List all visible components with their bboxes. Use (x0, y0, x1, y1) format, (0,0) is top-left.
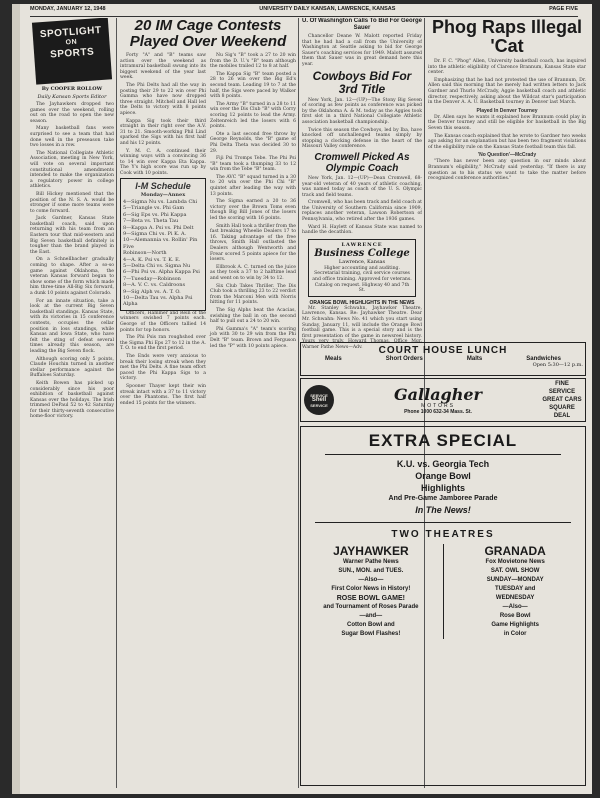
im-schedule-item: 9—Sigma Chi vs. Pi K. A. (123, 230, 187, 237)
cromwell-paragraph: Ward H. Haylett of Kansas State was named to handle the decathlon. (302, 224, 422, 236)
washington-paragraph: Chancellor Deane W. Malott reported Friday that he had had a call from the University of Washington at Seattle asking to bid for George Sauer's coaching services for 1949. Malott assured them that Sauer was in great demand here this year. (302, 34, 422, 67)
theatres-title: TWO THEATRES (391, 529, 495, 540)
granada-name: GRANADA (484, 544, 546, 558)
im-paragraph: Forty "A" and "B" teams saw action over the weekend as intramural basketball swung into its biggest weekend of the year last week. (120, 53, 206, 81)
extra-divider (325, 454, 561, 455)
im-paragraph: The Kappa Sig "B" team posted a 28 to 26 win over the Big Ed's second team. Leading 19 to 7 at the half, the Sigs were paced by Walker with 8 points. (210, 71, 296, 100)
court-house-title: COURT HOUSE LUNCH (378, 345, 508, 356)
phog-headline: Phog Raps Illegal 'Cat (431, 18, 583, 56)
spotlight-paragraph: Keith Bowen has picked up considerably since his poor exhibition of basketball against Kansas over the holidays. The Irish trimmed DePaul 52 to 42 Saturday for their thirty-seventh consecutive home-floor victory. (30, 380, 114, 420)
phog-body (428, 59, 586, 182)
spotlight-logo-line3: SPORTS (49, 46, 95, 61)
orange-bowl-paragraph: Mr. Stanley Schwahn, Jayhawker Theatre, Lawrence, Kansas. Re: Jayhawker Theatre. Dear Mr. Schwahn: News No. 41 which you start using Sunday, January 11, will include the Orange Bowl football game. This is a special story and is the first presentation of the game in newsreel history. Yours very truly, Howard Thomas, Office Mgr. Warner Pathe News—Adv. (302, 305, 422, 350)
jayhawker-line: Cotton Bowl and (347, 622, 395, 628)
spotlight-byline: By COOPER ROLLOW (41, 86, 103, 92)
jayhawker-line: Warner Pathe News (342, 559, 399, 565)
spotlight-paragraph: For an innate situation, take a look at the current Big Seven basketball standings. Kansas State, with its victories in 15 conference contests, occupies the cellar position in loss standings, while Kansas and Iowa State, who have felt the sting of defeat several times already this season, are leading the Big Seven flock. (30, 298, 114, 354)
spotlight-paragraph: Although scoring only 5 points, Claude Houchin turned in another stellar performance against the Buffaloes Saturday. (30, 356, 114, 379)
im-schedule-item: 5—Delta Chi vs. Sigma Nu (123, 262, 191, 269)
granada-line: Rose Bowl (499, 613, 531, 619)
jayhawker-line: First Color News in History! (331, 586, 411, 592)
bizcollege-body: Higher accounting and auditing. Secretarial training, civil service courses and office training. Approved for veterans. Catalog on request. Highway 40 and 7th St. (312, 265, 412, 294)
extra-line: K.U. vs. Georgia Tech (396, 459, 490, 469)
im-paragraph: The Phi Psis ran roughshod over the Sigma Phi Eps 27 to 12 in the A. T. O. to end the first period. (120, 335, 206, 352)
im-paragraph: The Sigma earned a 20 to 36 victory over the Brown Toms even though Big Bill Jones of the losers led the scoring with 16 points. (210, 199, 296, 222)
granada-line: in Color (503, 631, 527, 637)
phog-paragraph: "There has never been any question in our minds about Brannum's eligibility," McCrady said yesterday. "If there is any question as to his status we want to take the matter before recognized conference authorities." (428, 159, 586, 182)
badge-bot: SERVICE (310, 402, 328, 408)
im-article (120, 18, 296, 788)
gallagher-contact: Phone 1000 632-34 Mass. St. (404, 408, 472, 415)
bizcollege-top: LAWRENCE (341, 241, 383, 248)
court-house-item: Sandwiches (526, 356, 561, 362)
spotlight-column (30, 18, 114, 788)
gallagher-right-line: GREAT CARS (542, 397, 582, 403)
im-paragraph: Kappa Sig took their third straight in their right over the A.V. 31 to 21. Smooth-working Phil Lind sparked the Sigs with his first half and his 12 points. (120, 118, 206, 146)
granada-line: SAT. OWL SHOW (490, 568, 540, 574)
washington-body (302, 34, 422, 68)
court-house-ad (300, 342, 586, 376)
im-paragraph: Six Club Takes Thriller. The Dis Club took a thrilling 23 to 22 verdict from the Marconi Men with Norris hitting for 11 points. (210, 283, 296, 306)
court-house-item: Malts (466, 356, 483, 362)
header-paper: UNIVERSITY DAILY KANSAN, LAWRENCE, KANSAS (259, 6, 396, 12)
court-house-item: Meals (325, 356, 342, 362)
spotlight-logo (32, 18, 112, 85)
phog-subhead: 'No Question'—McCrady (477, 152, 537, 159)
badge-mid: Shell (311, 396, 327, 403)
washington-headline: U. Of Washington Calls To Bid For George Sauer (302, 18, 422, 31)
im-schedule-item: 6—Phi Psi vs. Alpha Kappa Psi (123, 269, 200, 276)
jayhawker-line: and Tournament of Roses Parade (323, 604, 419, 610)
gallagher-name: Gallagher (394, 384, 482, 404)
granada-line: SUNDAY—MONDAY (486, 577, 544, 583)
badge-top: SERVICE (310, 392, 328, 398)
newspaper-page (12, 4, 592, 794)
business-college-ad (308, 239, 416, 297)
im-schedule-title: I-M Schedule (135, 181, 191, 192)
im-schedule-list (123, 199, 203, 308)
im-schedule-box (120, 178, 206, 310)
extra-line: Highlights (421, 483, 465, 493)
im-paragraph: Ellbrook A. C. turned on the juice as they took a 37 to 2 halftime lead and went on to win by 34 to 12. (210, 264, 296, 281)
extra-special-ad (300, 426, 586, 786)
header-date: MONDAY, JANUARY 12, 1948 (30, 6, 106, 12)
im-paragraph: The Phi Delts had all the way in posting their 29 to 22 win over Phi Gamma who have now dropped three straight. Mitchell and Hall led the Delts to victory with 8 points apiece. (120, 82, 206, 116)
im-schedule-item: 9—Sig Alph vs. A. T. O. (123, 288, 181, 295)
cowboys-headline: Cowboys Bid For 3rd Title (312, 68, 412, 96)
extra-line: In The News! (415, 505, 471, 515)
gallagher-right (542, 380, 582, 420)
im-schedule-item: 7—Beta vs. Theta Tau (123, 218, 179, 225)
spotlight-paragraph: The National Collegiate Athletic Association, meeting in New York, will vote on several important constitutional amendments intended to make the organization a regulatory power in college athletics. (30, 150, 114, 190)
page-margin (12, 4, 20, 794)
phog-subhead: Played In Denver Tourney (476, 107, 538, 114)
im-paragraph: Y. M. C. A. continued their winning ways with a convincing 36 to 14 win over Kappa Eta Kappa. The Y's high score was run up by Cook with 10 points. (120, 148, 206, 176)
extra-line: Orange Bowl (415, 471, 471, 481)
shell-service-badge (304, 385, 334, 415)
extra-title: EXTRA SPECIAL (368, 431, 518, 450)
phog-paragraph: Dr. Allen says he wants it explained how Brannum could play in the Denver tourney and still be eligible for basketball in the Big Seven this season. (428, 114, 586, 131)
court-house-item: Short Orders (385, 356, 423, 362)
theatre-divider (443, 544, 444, 639)
spotlight-logo-line1: SPOTLIGHT (39, 24, 102, 41)
gallagher-right-line: FINE SERVICE (548, 381, 576, 395)
cowboys-paragraph: Twice this season the Cowboys, led by Iba, have knocked off unchallenged teams simply by stopping a clocking defense in the heart of the Missouri Valley conference. (302, 127, 422, 150)
im-paragraph: The Army "B" turned in a 28 to 11 win over the Dis Club "B" with Corry scoring 12 points to lead the Army. Zeltenreich led the losers with 6 points. (210, 101, 296, 130)
im-schedule-item: 5—Triangle vs. Phi Gam (123, 205, 185, 212)
jayhawker-line: —Also— (358, 577, 384, 583)
jayhawker-line: —and— (359, 613, 383, 619)
gallagher-ad (300, 378, 586, 422)
im-paragraph: Officers, Hammer and Rein of the winners swished 7 points each. George of the Officers tallied 14 points for top honors. (120, 310, 206, 333)
im-schedule-item: 4—Sigma Nu vs. Lambda Chi (123, 198, 198, 205)
header-page: PAGE FIVE (549, 6, 578, 12)
gallagher-sub: MOTORS (421, 402, 455, 409)
spotlight-logo-line2: ON (65, 38, 78, 47)
im-paragraph: Ote a last second free throw by George Reynolds, the "B" game of Phi Delta Theta was decided 30 to 29. (210, 131, 296, 154)
spotlight-paragraph: On a Schnellbacher gradually coming to shape. After a so-so game against Oklahoma, the veteran Kansas forward began to show some of the form which made him three-time All-Big Six forward, a dunk 10 points against Colorado. (30, 257, 114, 296)
im-body-left (120, 53, 206, 408)
column-rule (298, 18, 299, 788)
im-schedule-item: 7—Tuesday—Robinson (123, 275, 181, 282)
gallagher-right-line: SQUARE DEAL (549, 405, 575, 419)
extra-line: And Pre-Game Jamboree Parade (388, 495, 498, 502)
jayhawker-line: SUN., MON. and TUES. (338, 568, 404, 574)
spotlight-paragraph: Jack Gardner, Kansas State basketball coach, said upon returning with his team from an Eastern tour that mid-western and Big Seven basketball definitely is tougher than the brand played in the East. (30, 216, 114, 255)
im-schedule-item: Robinson—North (123, 250, 167, 257)
granada-theatre (449, 544, 581, 639)
im-schedule-item: 8—Kappa A. Psi vs. Phi Delt (123, 224, 194, 231)
im-schedule-item: 10—Alemannia vs. Rollin' Pin Five (123, 237, 198, 250)
phog-paragraph: Emphasizing that he had not protested the use of Brannum, Dr. Allen said this morning that he merely had written letters to Jack Gardner and Thurlo McCrady, Aggie basketball coach and athletic director, respectively, asking about the Wildcat star's participation in the Denver A. A. U. Basketball tourney in Denver last March. (428, 77, 586, 106)
jayhawker-line: ROSE BOWL GAME! (336, 595, 406, 602)
cromwell-paragraph: Cromwell, who has been track and field coach at the University of Southern California since 1909, replaces another veteran, Lawson Robertson of Pennsylvania, who retired after the 1936 games. (302, 200, 422, 223)
cromwell-paragraph: New York, Jan. 12—(UP)—Dean Cromwell, 68-year-old veteran of 40 years of athletic coaching, was named today as coach of the U. S. Olympic track and field teams. (302, 175, 422, 198)
granada-line: Fox Movietone News (485, 559, 545, 565)
jayhawker-theatre (305, 544, 437, 639)
bizcollege-name: Business College (314, 247, 410, 259)
jayhawker-name: JAYHAWKER (333, 544, 409, 558)
im-paragraph: The AVC "B" squad turned in a 30 to 20 win over the Phi Chi "B" quintet after leading the way with 13 points. (210, 174, 296, 197)
column-rule (116, 18, 117, 788)
im-paragraph: Nu Sig's "B" took a 27 to 20 win from the D. U.'s "B" team although the mobiles trailed 12 to 8 at half. (210, 53, 296, 70)
cromwell-headline: Cromwell Picked As Olympic Coach (314, 151, 410, 174)
im-headline: 20 IM Cage Contests Played Over Weekend (129, 18, 287, 50)
granada-line: TUESDAY and (494, 586, 536, 592)
im-paragraph: The Ends were very anxious to break their losing streak when they met the Phi Delts. A fine team effort paced the Phi Kappa Sigs to a victory. (120, 353, 206, 382)
im-paragraph: Smith Hall took a thriller from the fast breaking Wheelie Dealers 17 to 16. Taking advantage of the free throws, Smith Hall outlasted the Dealers although Wentworth and Frear scored 5 points apiece for the losers. (210, 223, 296, 263)
court-house-hours: Open 5:30—12 p.m. (532, 362, 583, 368)
im-schedule-item: 8—A. V. C. vs. Caldroons (123, 282, 186, 289)
im-schedule-item: 10—Delta Tau vs. Alpha Psi Alpha (123, 294, 193, 308)
cowboys-paragraph: New York, Jan. 12—(UP)—The Stony Big Seven of scoring as few points as conference was picked by the Oklahoma A. & M. today as the Aggies took first slot in a third National Collegiate Athletic association basketball championship. (302, 97, 422, 125)
cromwell-body (302, 176, 422, 236)
granada-line: Game Highlights (491, 622, 539, 628)
spotlight-body (30, 102, 114, 420)
phog-paragraph: The Kansas coach explained that he wrote to Gardner two weeks ago asking for an explanation but has been two fragment violations of the eligibility rule on the Kansas State football team this fall. (428, 133, 586, 150)
orange-bowl-headline: ORANGE BOWL HIGHLIGHTS IN THE NEWS (309, 299, 415, 306)
gallagher-center (339, 386, 537, 415)
cowboys-body (302, 98, 422, 150)
phog-paragraph: Dr. F. C. "Phog" Allen, University basketball coach, has inquired into the athletic eligibility of Clarence Brannum, Kansas State star center. (428, 59, 586, 76)
spotlight-paragraph: The Jayhawkers dropped two games over the weekend, rolling out on the road to open the new season. (30, 102, 114, 124)
jayhawker-line: Sugar Bowl Flashes! (341, 631, 401, 637)
im-paragraph: The Sig Alphs beat the Acacias, swishing the ball in on the second half to pull out a 24 to 20 win. (210, 307, 296, 325)
spotlight-paragraph: Bill Hickey mentioned that the position of the N. S. A. would be stronger if some more teams were to come forward. (30, 191, 114, 214)
theatres-row (305, 544, 581, 639)
spotlight-paragraph: Many basketball fans were surprised to see a team that had done well in the preseason take two losses in a row. (30, 126, 114, 149)
granada-line: WEDNESDAY (495, 595, 535, 601)
im-schedule-item: 6—Sig Eps vs. Phi Kappa (123, 211, 187, 218)
granada-line: —Also— (502, 604, 528, 610)
im-paragraph: Phi Gamma's "A" team's scoring job with 30 to 29 win from the Phi Delt "B" team. Brown and Ferguson led the "P" with 10 points apiece. (210, 326, 296, 349)
im-schedule-item: 4—A. K. Psi vs. T. K. E. (123, 256, 181, 263)
spotlight-role: Daily Kansan Sports Editor (37, 94, 107, 100)
extra-divider (315, 522, 571, 523)
im-paragraph: Fiji Psi Tromps Tebe. The Phi Psi "B" team took a thumping 33 to 12 win from the Tebe "B" team. (210, 156, 296, 173)
page-header (30, 6, 578, 17)
im-schedule-day: Monday—Annex (140, 192, 186, 199)
bizcollege-sub: Lawrence, Kansas (338, 258, 386, 265)
im-paragraph: Spooner Thayer kept their win streak intact with a 37 to 11 victory over the Phantoms. The first half ended 15 points for the winners. (120, 383, 206, 406)
im-body-right (210, 53, 296, 408)
